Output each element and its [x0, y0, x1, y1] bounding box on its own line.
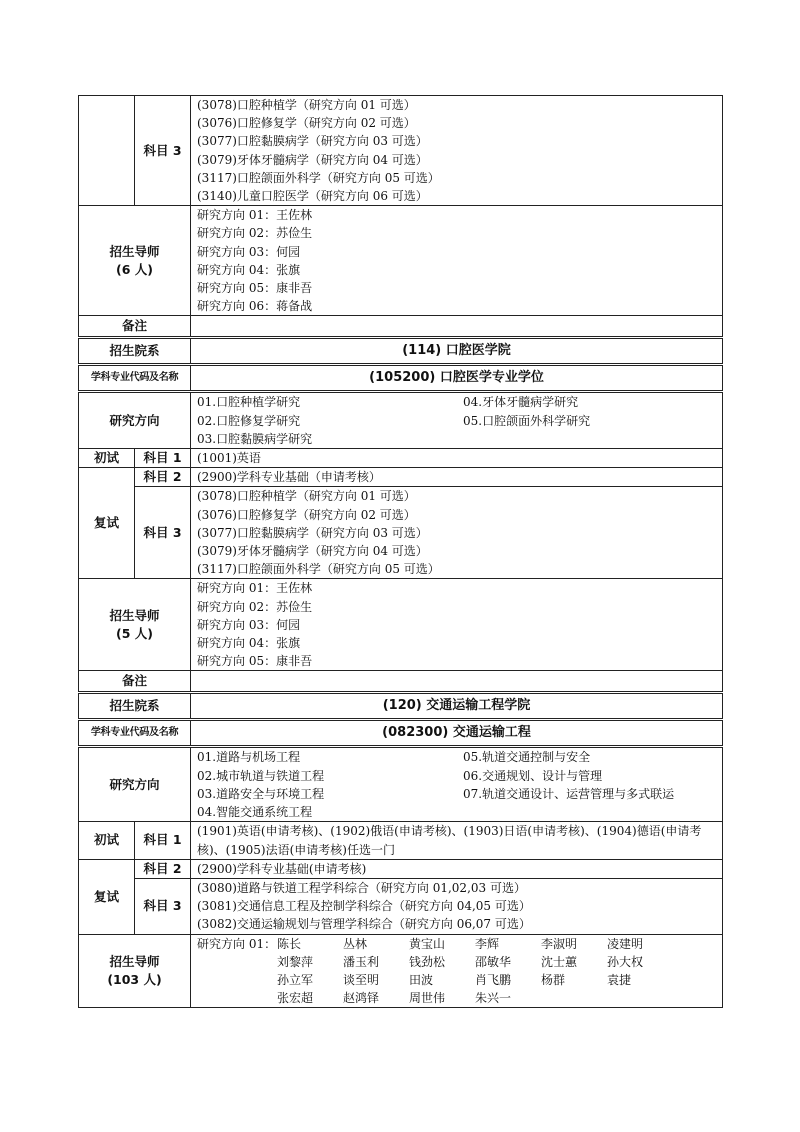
admission-table: [78, 95, 723, 1008]
b3-subject3-label: 科目 3: [135, 878, 191, 934]
b3-subject1-text: (1901)英语(申请考核)、(1902)俄语(申请考核)、(1903)日语(申请考核)、(1904)德语(申请考核)、(1905)法语(申请考核)任选一门: [197, 824, 702, 857]
list-item: 研究方向 02：苏俭生: [197, 226, 313, 241]
advisor-name: 钱劲松: [409, 954, 446, 969]
b1-advisor-list: [191, 206, 723, 316]
list-item: 01.口腔种植学研究: [197, 395, 301, 410]
b1-retest-cell: [79, 96, 135, 206]
b3-subject2-label: 科目 2: [135, 859, 191, 878]
list-item: 研究方向 06：蒋备战: [197, 299, 313, 314]
b2-college-label: 招生院系: [79, 338, 191, 365]
b2-subject2-value: (2900)学科专业基础（申请考核）: [191, 468, 723, 487]
list-item: 02.城市轨道与铁道工程: [197, 768, 325, 783]
b2-advisor-label: 招生导师: [109, 607, 160, 623]
b2-advisor-label-cell: [79, 579, 191, 671]
advisor-name: 黄宝山: [409, 936, 446, 951]
b3-college-name: (120) 交通运输工程学院: [191, 693, 723, 720]
list-item: (3082)交通运输规划与管理学科综合（研究方向 06,07 可选）: [197, 917, 531, 932]
b1-remarks-label: 备注: [79, 316, 191, 338]
advisor-name: 杨群: [541, 972, 566, 987]
list-item: 研究方向 05：康非吾: [197, 654, 313, 669]
b1-subject3-row: [79, 96, 723, 206]
advisor-name: 陈长: [277, 936, 302, 951]
b2-remarks-value: [191, 671, 723, 693]
b3-second-exam-label: 复试: [79, 859, 135, 934]
list-item: (3078)口腔种植学（研究方向 01 可选）: [197, 98, 416, 112]
list-item: (3077)口腔黏膜病学（研究方向 03 可选）: [197, 525, 428, 540]
list-item: (3078)口腔种植学（研究方向 01 可选）: [197, 489, 416, 504]
list-item: 07.轨道交通设计、运营管理与多式联运: [463, 786, 675, 801]
advisor-name: 沈士蕙: [541, 954, 578, 969]
list-item: (3081)交通信息工程及控制学科综合（研究方向 04,05 可选）: [197, 899, 531, 914]
advisor-name: 袁捷: [607, 972, 632, 987]
b1-advisor-label-cell: [79, 206, 191, 316]
list-item: 研究方向 01：王佐林: [197, 208, 313, 223]
list-item: 01.道路与机场工程: [197, 750, 301, 765]
b2-direction-row: [79, 392, 723, 449]
advisor-name: 李辉: [475, 936, 500, 951]
b3-major-label: 学科专业代码及名称: [79, 720, 191, 747]
b3-college-label: 招生院系: [79, 693, 191, 720]
b3-major-row: [79, 720, 723, 747]
b3-subject1-label: 科目 1: [135, 822, 191, 859]
list-item: (3076)口腔修复学（研究方向 02 可选）: [197, 507, 416, 522]
b3-advisor-count: (103 人): [107, 971, 162, 987]
list-item: 05.口腔颌面外科学研究: [463, 413, 591, 428]
advisor-name: 谈至明: [343, 972, 380, 987]
b3-major-name: (082300) 交通运输工程: [191, 720, 723, 747]
b2-college-row: [79, 338, 723, 365]
list-item: 研究方向 01：王佐林: [197, 581, 313, 596]
b3-advisor-list: [191, 934, 723, 1008]
list-item: (3140)儿童口腔医学（研究方向 06 可选）: [197, 189, 428, 204]
advisor-name: 孙大权: [607, 954, 644, 969]
b3-first-exam-row: [79, 822, 723, 859]
advisor-name: 赵鸿铎: [343, 991, 380, 1006]
list-item: (3117)口腔颌面外科学（研究方向 05 可选）: [197, 562, 440, 577]
advisor-name: 朱兴一: [475, 991, 512, 1006]
b2-first-exam-row: [79, 449, 723, 468]
list-item: 研究方向 04：张旗: [197, 636, 301, 651]
advisor-name: 李淑明: [541, 936, 578, 951]
list-item: (3077)口腔黏膜病学（研究方向 03 可选）: [197, 134, 428, 149]
b2-remarks-label: 备注: [79, 671, 191, 693]
b2-second-exam-label: 复试: [79, 468, 135, 579]
b1-advisor-row: [79, 206, 723, 316]
b3-subject2-row: [79, 859, 723, 878]
list-item: 02.口腔修复学研究: [197, 413, 301, 428]
list-item: (3079)牙体牙髓病学（研究方向 04 可选）: [197, 544, 428, 559]
list-item: (3079)牙体牙髓病学（研究方向 04 可选）: [197, 152, 428, 167]
b2-subject1-label: 科目 1: [135, 449, 191, 468]
b1-advisor-count: (6 人): [116, 261, 153, 277]
b2-advisor-count: (5 人): [116, 625, 153, 641]
b2-direction-list: [191, 392, 723, 449]
admission-catalog-page: [78, 95, 722, 1008]
b2-subject3-label: 科目 3: [135, 487, 191, 579]
advisor-name: 肖飞鹏: [475, 972, 512, 987]
list-item: 03.道路安全与环境工程: [197, 786, 325, 801]
list-item: 03.口腔黏膜病学研究: [197, 431, 313, 446]
b2-first-exam-label: 初试: [79, 449, 135, 468]
b3-direction-list: [191, 747, 723, 822]
b3-college-row: [79, 693, 723, 720]
advisor-name: 孙立军: [277, 972, 314, 987]
b3-subject1-value: [191, 822, 723, 859]
b3-advisor-label: 招生导师: [109, 953, 160, 969]
b2-subject2-row: [79, 468, 723, 487]
b3-advisor-names: [277, 935, 673, 1008]
b3-first-exam-label: 初试: [79, 822, 135, 859]
b2-advisor-row: [79, 579, 723, 671]
b3-advisor-prefix: 研究方向 01：: [197, 936, 277, 951]
advisor-name: 凌建明: [607, 936, 644, 951]
advisor-name: 刘黎萍: [277, 954, 314, 969]
advisor-name: 田波: [409, 972, 434, 987]
list-item: 05.轨道交通控制与安全: [463, 750, 591, 765]
b2-major-label: 学科专业代码及名称: [79, 365, 191, 392]
b2-advisor-list: [191, 579, 723, 671]
b2-college-name: (114) 口腔医学院: [191, 338, 723, 365]
b2-subject1-value: (1001)英语: [191, 449, 723, 468]
b2-direction-label: 研究方向: [79, 392, 191, 449]
advisor-name: 丛林: [343, 936, 368, 951]
list-item: 研究方向 03：何园: [197, 617, 301, 632]
b2-remarks-row: [79, 671, 723, 693]
b2-subject3-row: [79, 487, 723, 579]
list-item: (3080)道路与铁道工程学科综合（研究方向 01,02,03 可选）: [197, 880, 526, 895]
b1-remarks-row: [79, 316, 723, 338]
b1-subject3-label: 科目 3: [135, 96, 191, 206]
list-item: 04.牙体牙髓病学研究: [463, 395, 579, 410]
b3-subject3-row: [79, 878, 723, 934]
b3-direction-label: 研究方向: [79, 747, 191, 822]
b1-remarks-value: [191, 316, 723, 338]
b3-direction-row: [79, 747, 723, 822]
b2-major-name: (105200) 口腔医学专业学位: [191, 365, 723, 392]
list-item: (3076)口腔修复学（研究方向 02 可选）: [197, 116, 416, 131]
list-item: 研究方向 04：张旗: [197, 262, 301, 277]
b3-advisor-label-cell: [79, 934, 191, 1008]
b3-subject3-list: [191, 878, 723, 934]
b1-advisor-label: 招生导师: [109, 243, 160, 259]
list-item: 04.智能交通系统工程: [197, 805, 313, 820]
list-item: 研究方向 05：康非吾: [197, 281, 313, 296]
advisor-name: 周世伟: [409, 991, 446, 1006]
advisor-name: 潘玉利: [343, 954, 380, 969]
advisor-name: 张宏超: [277, 991, 314, 1006]
list-item: (3117)口腔颌面外科学（研究方向 05 可选）: [197, 170, 440, 185]
b2-subject3-list: [191, 487, 723, 579]
b3-advisor-row: [79, 934, 723, 1008]
b3-subject2-value: (2900)学科专业基础(申请考核): [191, 859, 723, 878]
b2-major-row: [79, 365, 723, 392]
b1-subject3-list: [191, 96, 723, 206]
b2-subject2-label: 科目 2: [135, 468, 191, 487]
advisor-name: 邵敏华: [475, 954, 512, 969]
list-item: 研究方向 03：何园: [197, 244, 301, 259]
list-item: 06.交通规划、设计与管理: [463, 768, 603, 783]
list-item: 研究方向 02：苏俭生: [197, 599, 313, 614]
